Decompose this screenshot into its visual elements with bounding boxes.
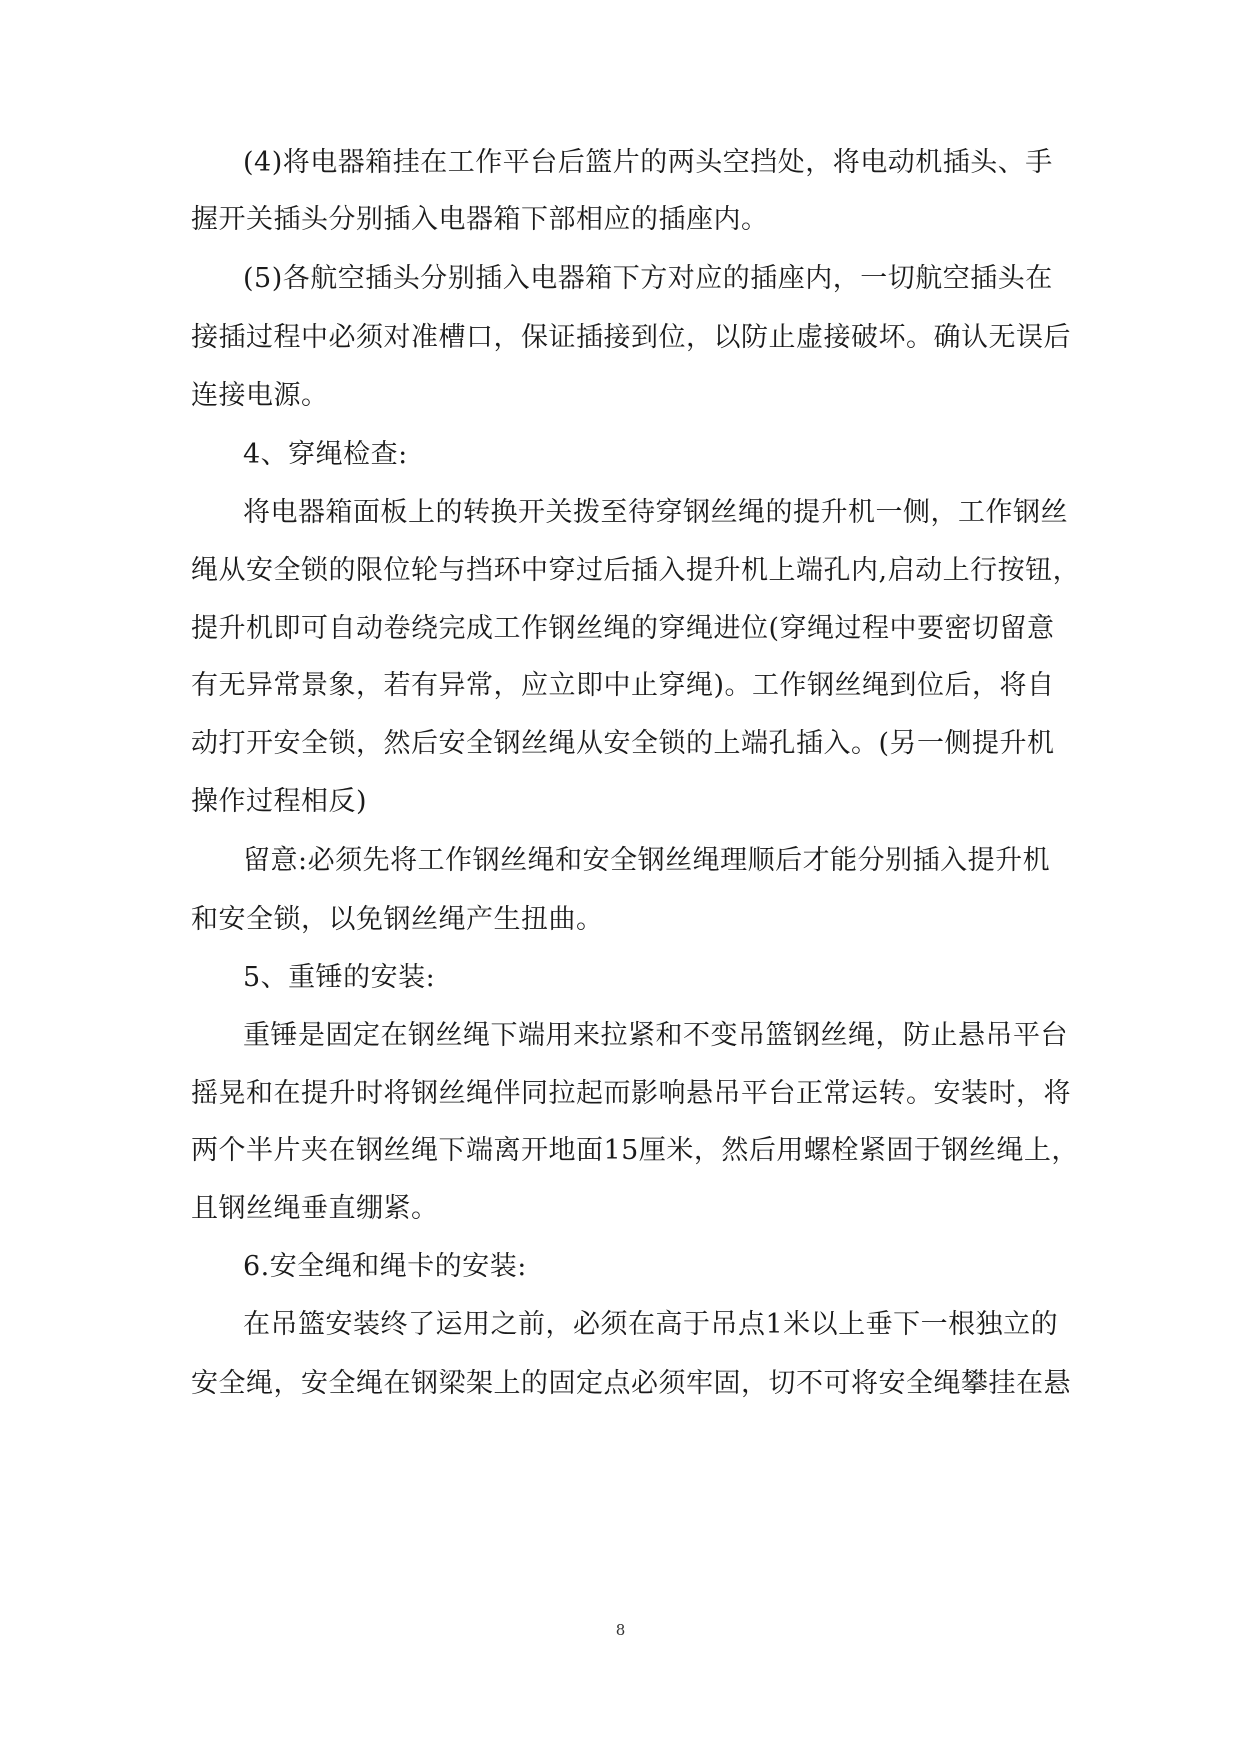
text-line: 接插过程中必须对准槽口，保证插接到位，以防止虚接破坏。确认无误后	[191, 322, 1071, 353]
text-line: 摇晃和在提升时将钢丝绳伴同拉起而影响悬吊平台正常运转。安装时，将	[191, 1078, 1071, 1109]
text-line: 在吊篮安装终了运用之前，必须在高于吊点1米以上垂下一根独立的	[243, 1309, 1059, 1340]
text-line: 和安全锁，以免钢丝绳产生扭曲。	[191, 904, 604, 935]
text-line: 留意:必须先将工作钢丝绳和安全钢丝绳理顺后才能分别插入提升机	[243, 845, 1051, 876]
text-line: 有无异常景象，若有异常，应立即中止穿绳)。工作钢丝绳到位后，将自	[191, 670, 1055, 701]
text-line: 安全绳，安全绳在钢梁架上的固定点必须牢固，切不可将安全绳攀挂在悬	[191, 1368, 1071, 1399]
text-line: 两个半片夹在钢丝绳下端离开地面15厘米，然后用螺栓紧固于钢丝绳上，	[191, 1135, 1079, 1166]
text-line: (4)将电器箱挂在工作平台后篮片的两头空挡处，将电动机插头、手	[243, 147, 1053, 178]
section-heading: 4、穿绳检查:	[243, 439, 408, 470]
text-line: 绳从安全锁的限位轮与挡环中穿过后插入提升机上端孔内,启动上行按钮，	[191, 555, 1081, 586]
text-line: 操作过程相反)	[191, 786, 368, 817]
text-line: 握开关插头分别插入电器箱下部相应的插座内。	[191, 204, 769, 235]
text-line: 提升机即可自动卷绕完成工作钢丝绳的穿绳进位(穿绳过程中要密切留意	[191, 613, 1055, 644]
section-heading: 5、重锤的安装:	[243, 962, 436, 993]
text-line: (5)各航空插头分别插入电器箱下方对应的插座内，一切航空插头在	[243, 263, 1053, 294]
text-line: 动打开安全锁，然后安全钢丝绳从安全锁的上端孔插入。(另一侧提升机	[191, 728, 1055, 759]
section-heading: 6.安全绳和绳卡的安装:	[243, 1251, 527, 1282]
text-line: 重锤是固定在钢丝绳下端用来拉紧和不变吊篮钢丝绳，防止悬吊平台	[243, 1020, 1068, 1051]
text-line: 连接电源。	[191, 380, 329, 411]
text-line: 且钢丝绳垂直绷紧。	[191, 1193, 439, 1224]
text-line: 将电器箱面板上的转换开关拨至待穿钢丝绳的提升机一侧，工作钢丝	[243, 497, 1068, 528]
page-number: 8	[615, 1621, 626, 1639]
